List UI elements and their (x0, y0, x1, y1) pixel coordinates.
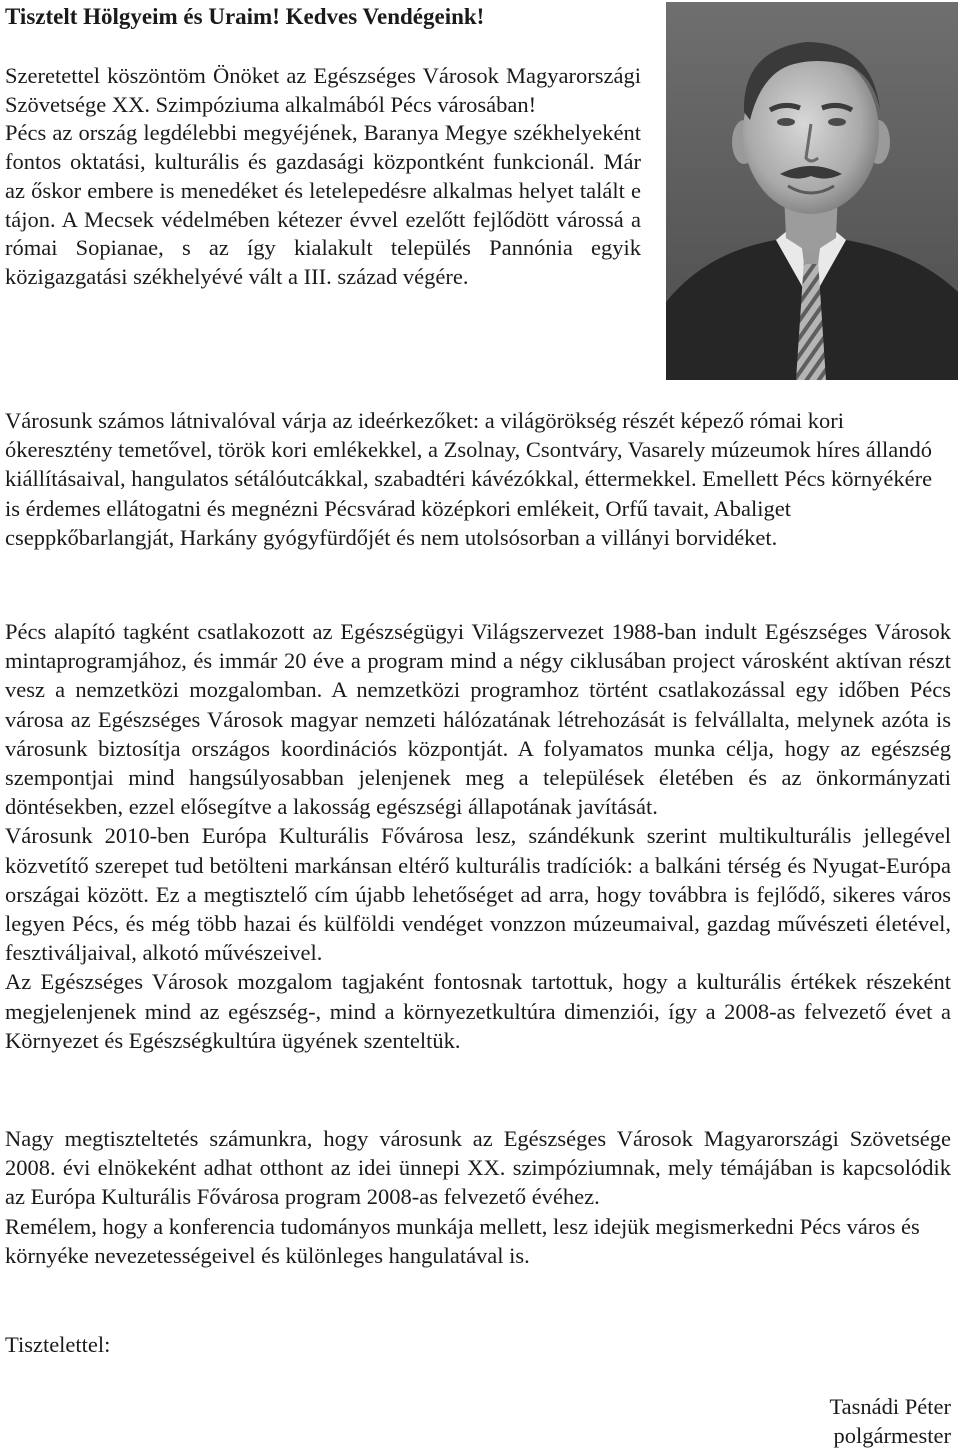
wishes-paragraph: Remélem, hogy a konferencia tudományos munkája mellett, lesz idejük megismerkedni Pécs város és környéke nevezetességeivel és különleges hangulatával is. (5, 1213, 920, 1268)
capital-of-culture-paragraph: Városunk 2010-ben Európa Kulturális Fővárosa lesz, szándékunk szerint multikulturális jellegével közvetítő szerepet tud betölteni markánsan eltérő kulturális tradíciók: a balkáni térség és Nyugat-Európa országai között. Ez a megtisztelő cím újabb lehetőséget ad arra, hogy továbbra is fejlődő, sikeres város legyen Pécs, és még több hazai és külföldi vendéget vonzzon múzeumaival, gazdag művészeti életével, fesztiváljaival, alkotó művészeivel. (5, 823, 951, 966)
letter-title: Tisztelt Hölgyeim és Uraim! Kedves Vendégeink! (5, 4, 485, 29)
healthy-cities-paragraph: Az Egészséges Városok mozgalom tagjaként fontosnak tartottuk, hogy a kulturális értékek részeként megjelenjenek mind az egészség-, mind a környezetkultúra dimenziói, így a 2008-as felvezető évet a Környezet és Egészségkultúra ügyének szenteltük. (5, 969, 951, 1053)
attractions-paragraph: Városunk számos látnivalóval várja az ideérkezőket: a világörökség részét képező római kori ókeresztény temetővel, török kori emlékekkel, a Zsolnay, Csontváry, Vasarely múzeumok híres állandó kiállításaival, hangulatos sétálóutcákkal, szabadtéri kávézókkal, éttermekkel. Emellett Pécs környékére is érdemes ellátogatni és megnézni Pécsvárad középkori emlékeit, Orfű tavait, Abaliget cseppkőbarlangját, Harkány gyógyfürdőjét és nem utolsósorban a villányi borvidéket. (5, 408, 933, 550)
honor-section (5, 1124, 951, 1270)
intro-greeting-paragraph: Szeretettel köszöntöm Önöket az Egészséges Városok Magyarországi Szövetsége XX. Szimpóziuma alkalmából Pécs városában! (5, 63, 641, 117)
signature-role: polgármester (833, 1423, 951, 1448)
history-paragraph: Pécs alapító tagként csatlakozott az Egészségügyi Világszervezet 1988-ban indult Egészséges Városok mintaprogramjához, és immár 20 éve a program mind a négy ciklusában project városként aktívan részt vesz a nemzetközi mozgalomban. A nemzetközi programhoz történt csatlakozással egy időben Pécs városa az Egészséges Városok magyar nemzeti hálózatának létrehozását is felvállalta, melynek azóta is városunk biztosítja országos koordinációs központját. A folyamatos munka célja, hogy az egészség szempontjai mind hangsúlyosabban jelenjenek meg a települések életében és az önkormányzati döntésekben, ezzel elősegítve a lakosság egészségi állapotának javítását. (5, 619, 951, 820)
signature-block (829, 1392, 951, 1450)
honor-paragraph: Nagy megtiszteltetés számunkra, hogy városunk az Egészséges Városok Magyarországi Szövetsége 2008. évi elnökeként adhat otthont az idei ünnepi XX. szimpóziumnak, mely témájában is kapcsolódik az Európa Kulturális Fővárosa program 2008-as felvezető évéhez. (5, 1126, 951, 1210)
attractions-section (5, 406, 951, 552)
signature-name: Tasnádi Péter (829, 1394, 951, 1419)
history-section (5, 617, 951, 1055)
intro-section (5, 62, 641, 292)
closing-salutation: Tisztelettel: (5, 1332, 111, 1357)
intro-city-paragraph: Pécs az ország legdélebbi megyéjének, Baranya Megye székhelyeként fontos oktatási, kulturális és gazdasági központként funkcionál. Már az őskor embere is menedéket és letelepedésre alkalmas helyet talált e tájon. A Mecsek védelmében kétezer évvel ezelőtt fejlődött várossá a római Sopianae, s az így kialakult település Pannónia egyik közigazgatási székhelyévé vált a III. század végére. (5, 120, 641, 289)
portrait-photo (666, 2, 958, 380)
